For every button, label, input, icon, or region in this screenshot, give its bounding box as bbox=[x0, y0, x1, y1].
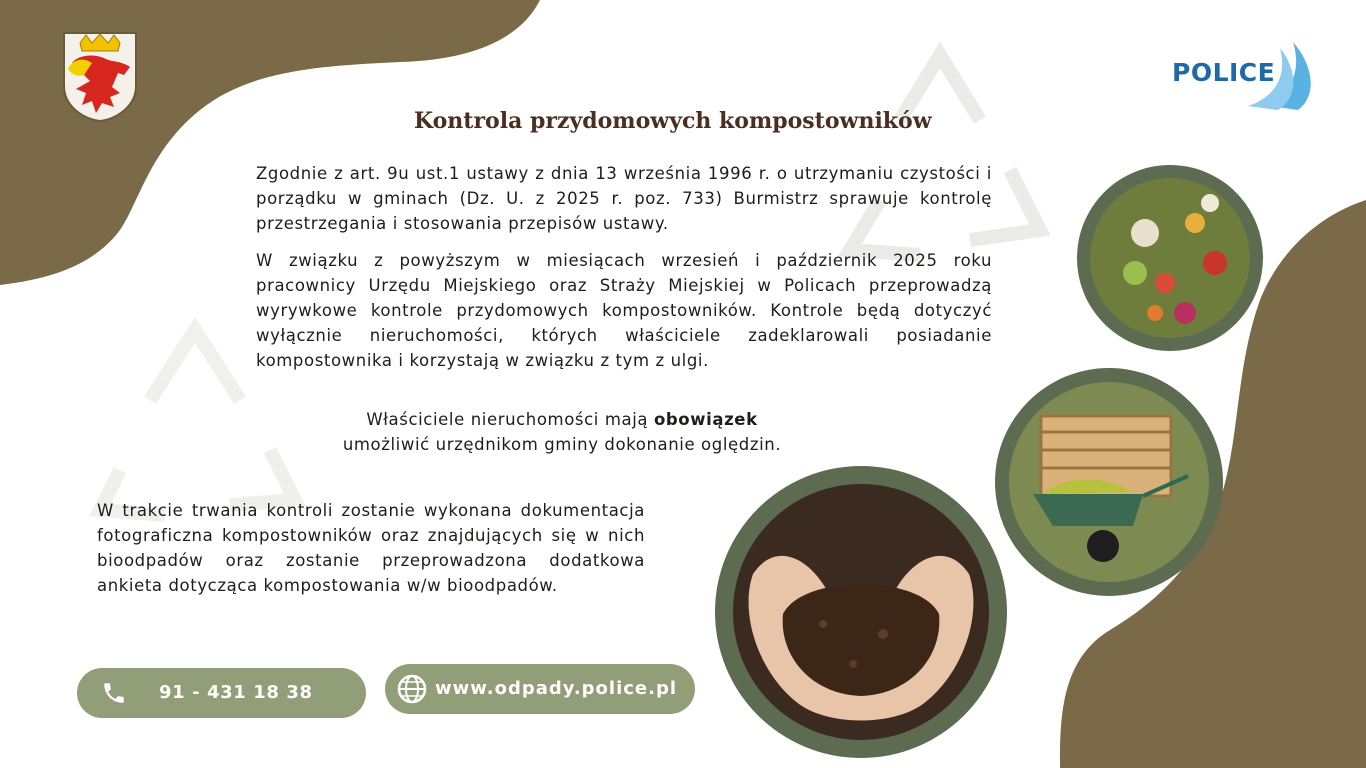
coat-of-arms-icon bbox=[62, 31, 138, 122]
globe-icon bbox=[397, 674, 427, 704]
paragraph-documentation: W trakcie trwania kontroli zostanie wykonana dokumentacja fotograficzna kompostowników oraz znajdujących się w nich bioodpadów oraz zostanie przeprowadzona dodatkowa ankieta dotycząca kompostowania w/w bioodpadów. bbox=[97, 501, 645, 595]
notice-bold-word: obowiązek bbox=[653, 410, 758, 429]
composter-photo bbox=[993, 366, 1225, 598]
brand-name: POLICE bbox=[1172, 58, 1276, 87]
food-scraps-photo bbox=[1075, 163, 1265, 353]
paragraph-inspection-info: W związku z powyższym w miesiącach wrzesień i październik 2025 roku pracownicy Urzędu Miejskiego oraz Straży Miejskiej w Policach przeprowadzą wyrywkowe kontrole przydomowych kompostowników. Kontrole będą dotyczyć wyłącznie nieruchomości, których właściciele zadeklarowali posiadanie kompostownika i korzystają w związku z tym z ulgi. bbox=[256, 251, 992, 370]
notice-text-post: umożliwić urzędnikom gminy dokonanie oględzin. bbox=[342, 435, 782, 454]
soil-in-hands-photo bbox=[713, 464, 1009, 760]
obligation-notice bbox=[296, 407, 828, 457]
website-link[interactable] bbox=[385, 664, 695, 714]
page-title: Kontrola przydomowych kompostowników bbox=[414, 108, 932, 134]
notice-text-pre: Właściciele nieruchomości mają bbox=[366, 410, 654, 429]
phone-number: 91 - 431 18 38 bbox=[159, 682, 313, 703]
phone-icon bbox=[101, 680, 127, 706]
paragraph-legal-basis: Zgodnie z art. 9u ust.1 ustawy z dnia 13 września 1996 r. o utrzymaniu czystości i porządku w gminach (Dz. U. z 2025 r. poz. 733) Burmistrz sprawuje kontrolę przestrzegania i stosowania przepisów ustawy. bbox=[256, 164, 992, 233]
website-url: www.odpady.police.pl bbox=[435, 678, 678, 699]
phone-contact[interactable] bbox=[77, 668, 366, 718]
